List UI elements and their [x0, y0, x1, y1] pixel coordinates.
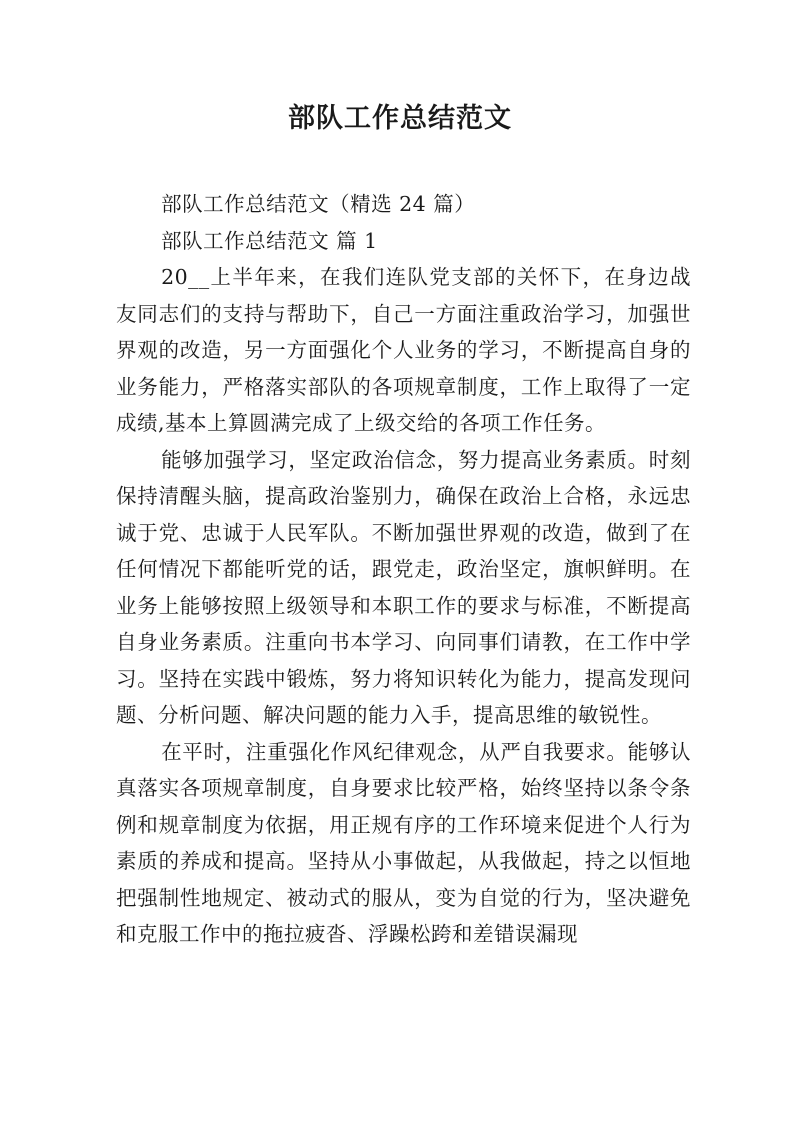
paragraph: 能够加强学习，坚定政治信念，努力提高业务素质。时刻保持清醒头脑，提高政治鉴别力，确保在政治上合格，永远忠诚于党、忠诚于人民军队。不断加强世界观的改造，做到了在任何情况下都能听党的话，跟党走，政治坚定，旗帜鲜明。在业务上能够按照上级领导和本职工作的要求与标准，不断提高自身业务素质。注重向书本学习、向同事们请教，在工作中学习。坚持在实践中锻炼，努力将知识转化为能力，提高发现问题、分析问题、解决问题的能力入手，提高思维的敏锐性。: [116, 447, 691, 727]
document-subtitle: 部队工作总结范文（精选 24 篇）: [161, 192, 476, 216]
section-heading: 部队工作总结范文 篇 1: [161, 228, 378, 253]
document-title: 部队工作总结范文: [288, 103, 512, 134]
paragraph: 20__上半年来，在我们连队党支部的关怀下，在身边战友同志们的支持与帮助下，自己一方面注重政治学习，加强世界观的改造，另一方面强化个人业务的学习，不断提高自身的业务能力，严格落实部队的各项规章制度，工作上取得了一定成绩,基本上算圆满完成了上级交给的各项工作任务。: [116, 265, 691, 435]
paragraph: 在平时，注重强化作风纪律观念，从严自我要求。能够认真落实各项规章制度，自身要求比较严格，始终坚持以条令条例和规章制度为依据，用正规有序的工作环境来促进个人行为素质的养成和提高。坚持从小事做起，从我做起，持之以恒地把强制性地规定、被动式的服从，变为自觉的行为，坚决避免和克服工作中的拖拉疲沓、浮躁松跨和差错误漏现: [116, 739, 691, 946]
document-body: [116, 186, 691, 953]
